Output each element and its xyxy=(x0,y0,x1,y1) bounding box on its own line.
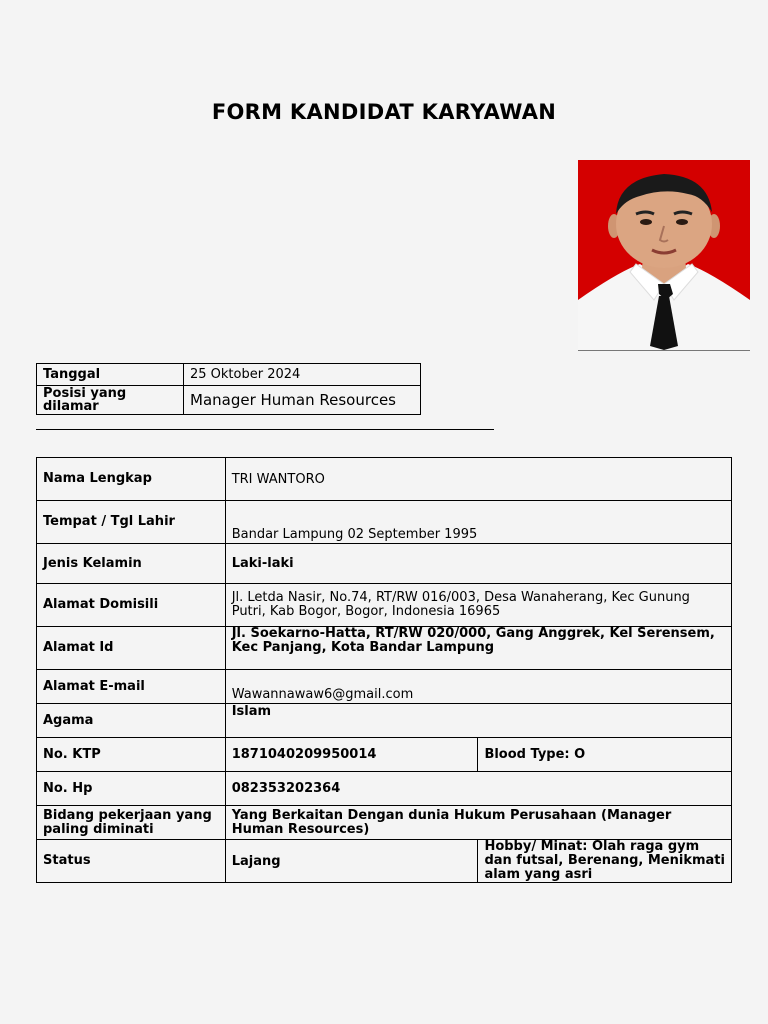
tanggal-label: Tanggal xyxy=(37,364,184,386)
ttl-label: Tempat / Tgl Lahir xyxy=(37,501,226,544)
nama-value: TRI WANTORO xyxy=(225,458,731,501)
nama-label: Nama Lengkap xyxy=(37,458,226,501)
status-value: Lajang xyxy=(225,840,478,883)
posisi-label: Posisi yang dilamar xyxy=(37,386,184,415)
domisili-label: Alamat Domisili xyxy=(37,584,226,627)
hp-value: 082353202364 xyxy=(225,772,731,806)
form-title: FORM KANDIDAT KARYAWAN xyxy=(211,100,557,124)
jk-value: Laki-laki xyxy=(225,544,731,584)
status-label: Status xyxy=(37,840,226,883)
application-header-table xyxy=(36,363,421,415)
domisili-value: Jl. Letda Nasir, No.74, RT/RW 016/003, Desa Wanaherang, Kec Gunung Putri, Kab Bogor, Bogor, Indonesia 16965 xyxy=(225,584,731,627)
candidate-details-table xyxy=(36,457,732,883)
blood-type-value: Blood Type: O xyxy=(478,738,732,772)
email-label: Alamat E-mail xyxy=(37,670,226,704)
posisi-value: Manager Human Resources xyxy=(184,386,421,415)
hobby-value: Hobby/ Minat: Olah raga gym dan futsal, Berenang, Menikmati alam yang asri xyxy=(478,840,732,883)
hp-label: No. Hp xyxy=(37,772,226,806)
email-value: Wawannawaw6@gmail.com xyxy=(225,670,731,704)
bidang-label: Bidang pekerjaan yang paling diminati xyxy=(37,806,226,840)
alamat-id-value: Jl. Soekarno-Hatta, RT/RW 020/000, Gang Anggrek, Kel Serensem, Kec Panjang, Kota Bandar Lampung xyxy=(225,627,731,670)
candidate-photo xyxy=(578,160,750,351)
ttl-value: Bandar Lampung 02 September 1995 xyxy=(225,501,731,544)
ktp-label: No. KTP xyxy=(37,738,226,772)
agama-label: Agama xyxy=(37,704,226,738)
tanggal-value: 25 Oktober 2024 xyxy=(184,364,421,386)
alamat-id-label: Alamat Id xyxy=(37,627,226,670)
jk-label: Jenis Kelamin xyxy=(37,544,226,584)
bidang-value: Yang Berkaitan Dengan dunia Hukum Perusahaan (Manager Human Resources) xyxy=(225,806,731,840)
agama-value: Islam xyxy=(225,704,731,738)
ktp-value: 1871040209950014 xyxy=(225,738,478,772)
separator-line xyxy=(36,429,494,430)
